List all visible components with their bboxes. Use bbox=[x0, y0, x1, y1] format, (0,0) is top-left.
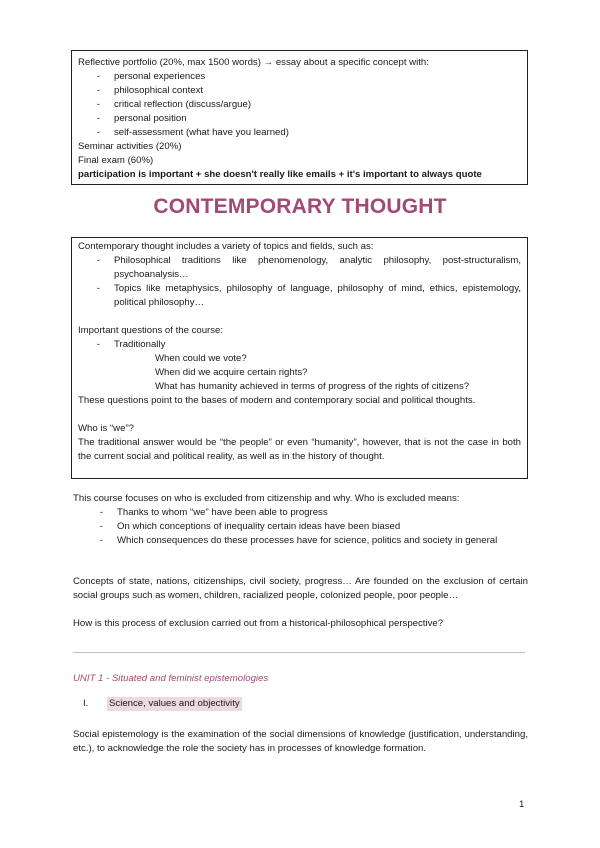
list-item: - self-assessment (what have you learned) bbox=[96, 127, 289, 138]
who-question: Who is “we”? bbox=[78, 423, 134, 434]
questions-heading: Important questions of the course: bbox=[78, 325, 224, 336]
list-item: - Topics like metaphysics, philosophy of language, philosophy of mind, ethics, epistemology, political philosophy… bbox=[96, 283, 521, 308]
list-item: - Thanks to whom “we” have been able to progress bbox=[99, 507, 328, 518]
topics-intro: Contemporary thought includes a variety of topics and fields, such as: bbox=[78, 241, 374, 252]
list-item: - personal experiences bbox=[96, 71, 206, 82]
social-epistemology-paragraph: Social epistemology is the examination of the social dimensions of knowledge (justification, understanding, etc.), to acknowledge the role the society has in processes of knowledge formation. bbox=[73, 729, 528, 754]
how-question: How is this process of exclusion carried out from a historical-philosophical perspective? bbox=[73, 618, 444, 629]
question: What has humanity achieved in terms of progress of the rights of citizens? bbox=[155, 381, 470, 392]
unit-heading: UNIT 1 - Situated and feminist epistemologies bbox=[73, 673, 269, 684]
answer-paragraph: The traditional answer would be “the people” or even “humanity”, however, that is not the case in both the current social and political reality, as well as in the history of thought. bbox=[78, 437, 521, 462]
section-heading bbox=[83, 697, 242, 711]
participation-note: participation is important + she doesn't really like emails + it's important to always quote bbox=[78, 169, 482, 180]
list-item: - Philosophical traditions like phenomenology, analytic philosophy, post-structuralism, psychoanalysis… bbox=[96, 255, 521, 280]
final-exam-line: Final exam (60%) bbox=[78, 155, 154, 166]
concepts-paragraph: Concepts of state, nations, citizenships, civil society, progress… Are founded on the exclusion of certain social groups such as women, children, racialized people, colonized people, poor people… bbox=[73, 576, 528, 601]
divider bbox=[73, 652, 525, 653]
question: When could we vote? bbox=[155, 353, 247, 364]
list-item: - critical reflection (discuss/argue) bbox=[96, 99, 252, 110]
focus-section bbox=[73, 492, 528, 548]
contemporary-thought-box bbox=[71, 237, 528, 479]
list-item: - Traditionally bbox=[96, 339, 166, 350]
list-item: - philosophical context bbox=[96, 85, 204, 96]
list-item: - personal position bbox=[96, 113, 187, 124]
bases-paragraph: These questions point to the bases of modern and contemporary social and political thoughts. bbox=[78, 395, 476, 406]
list-item: - Which consequences do these processes have for science, politics and society in general bbox=[99, 535, 498, 546]
list-item: - On which conceptions of inequality certain ideas have been biased bbox=[99, 521, 401, 532]
section-number: I. bbox=[83, 698, 89, 709]
question: When did we acquire certain rights? bbox=[155, 367, 308, 378]
section-label: Science, values and objectivity bbox=[109, 698, 240, 709]
assessment-box bbox=[71, 50, 528, 185]
focus-intro: This course focuses on who is excluded from citizenship and why. Who is excluded means: bbox=[73, 493, 460, 504]
page-title: CONTEMPORARY THOUGHT bbox=[153, 195, 447, 218]
page-number: 1 bbox=[519, 799, 525, 810]
seminar-line: Seminar activities (20%) bbox=[78, 141, 182, 152]
portfolio-intro: Reflective portfolio (20%, max 1500 words) → essay about a specific concept with: bbox=[78, 57, 429, 68]
